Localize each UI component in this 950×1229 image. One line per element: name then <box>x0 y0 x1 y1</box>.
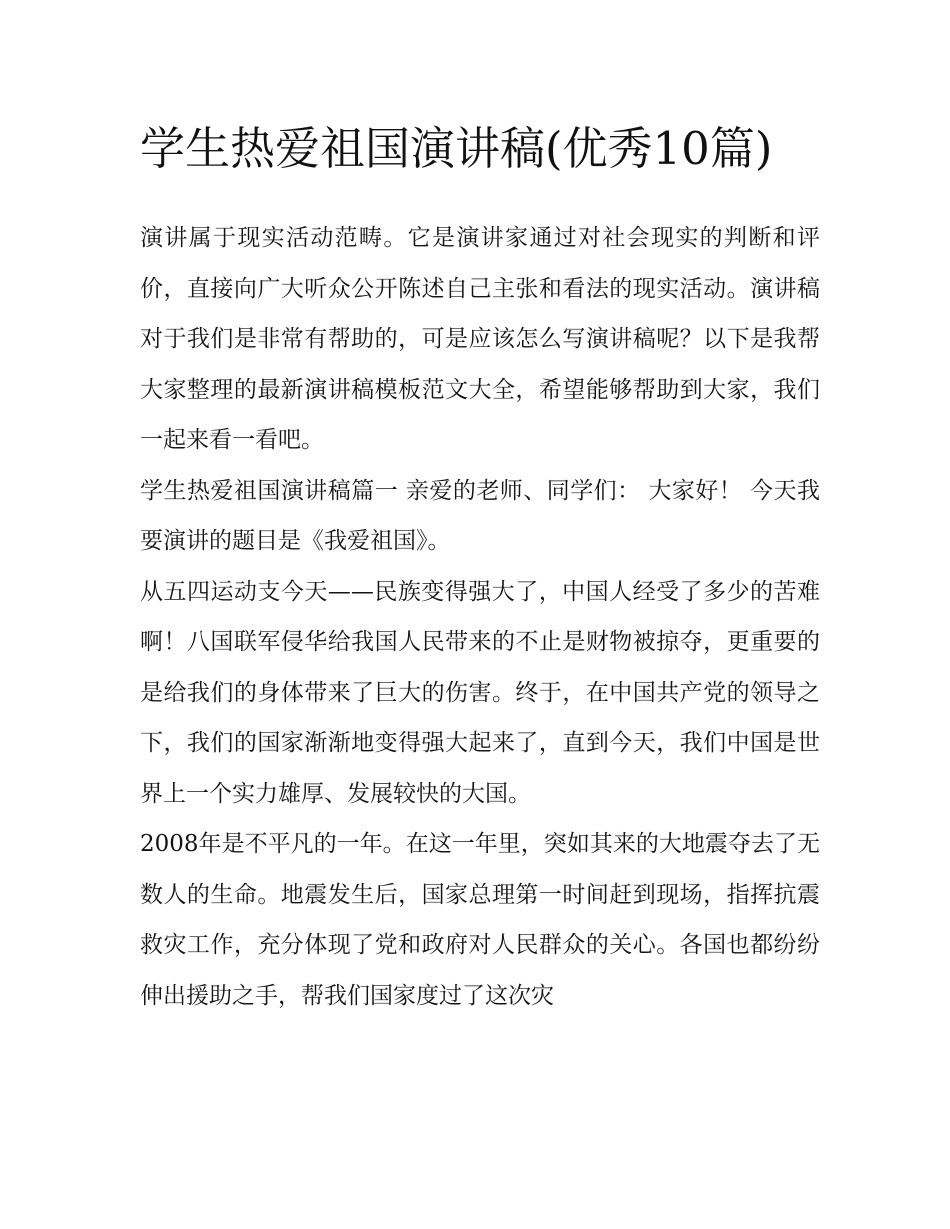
document-title: 学生热爱祖国演讲稿(优秀10篇) <box>140 122 773 175</box>
document-body <box>140 213 820 1021</box>
history-paragraph: 从五四运动支今天——民族变得强大了，中国人经受了多少的苦难啊！八国联军侵华给我国人民带来的不止是财物被掠夺，更重要的是给我们的身体带来了巨大的伤害。终于，在中国共产党的领导之下，我们的国家渐渐地变得强大起来了，直到今天，我们中国是世界上一个实力雄厚、发展较快的大国。 <box>140 578 820 807</box>
earthquake-paragraph: 2008年是不平凡的一年。在这一年里，突如其来的大地震夺去了无数人的生命。地震发生后，国家总理第一时间赶到现场，指挥抗震救灾工作，充分体现了党和政府对人民群众的关心。各国也都纷纷伸出援助之手，帮我们国家度过了这次灾 <box>140 831 820 1009</box>
document-content <box>140 112 820 1021</box>
intro-paragraph: 演讲属于现实活动范畴。它是演讲家通过对社会现实的判断和评价，直接向广大听众公开陈述自己主张和看法的现实活动。演讲稿对于我们是非常有帮助的，可是应该怎么写演讲稿呢？以下是我帮大家整理的最新演讲稿模板范文大全，希望能够帮助到大家，我们一起来看一看吧。 <box>140 225 820 453</box>
speech-one-opening-paragraph: 学生热爱祖国演讲稿篇一 亲爱的老师、同学们： 大家好！ 今天我要演讲的题目是《我爱祖国》。 <box>140 477 820 554</box>
